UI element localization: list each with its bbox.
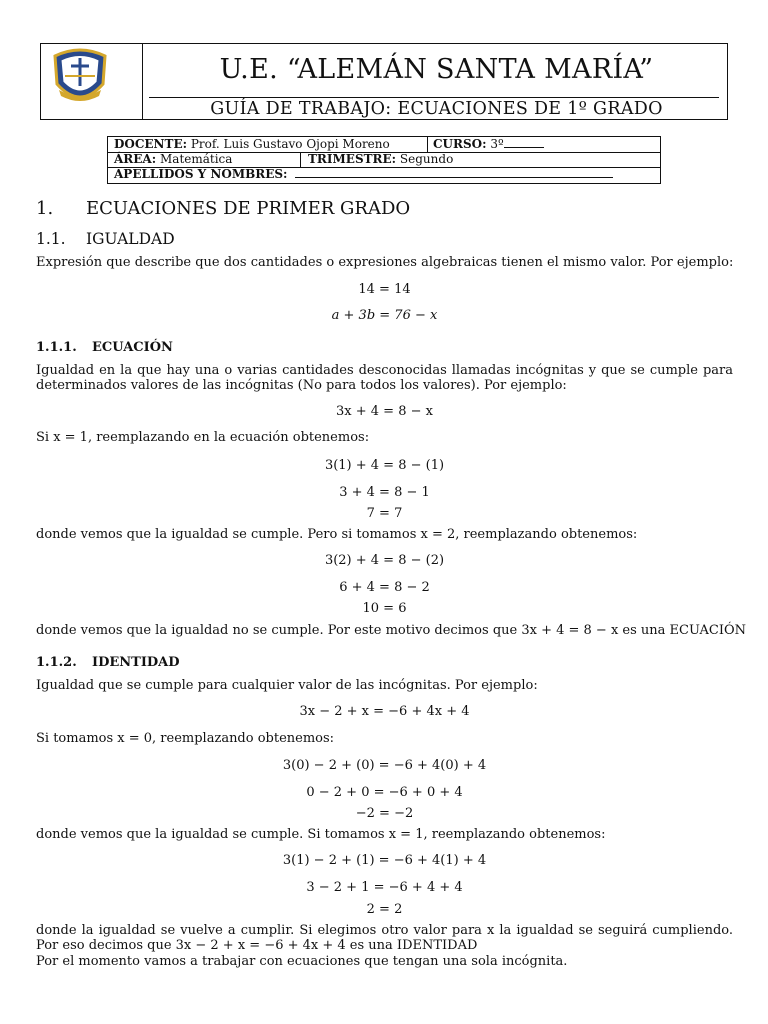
docente-label: DOCENTE: <box>114 137 188 151</box>
school-name: U.E. “ALEMÁN SANTA MARÍA” <box>219 54 654 85</box>
equation: 6 + 4 = 8 − 2 <box>339 580 430 595</box>
equation: 3x + 4 = 8 − x <box>336 404 433 419</box>
subsubsection-heading <box>36 655 180 670</box>
logo-cell <box>41 44 143 119</box>
equation: 3(1) − 2 + (1) = −6 + 4(1) + 4 <box>282 853 487 868</box>
subsection-title: IGUALDAD <box>86 230 175 248</box>
info-divider <box>300 152 301 167</box>
equation: 7 = 7 <box>366 506 403 521</box>
subsection-number: 1.1. <box>36 230 66 248</box>
identidad-definition: Igualdad que se cumple para cualquier valor de las incógnitas. Por ejemplo: <box>36 678 538 693</box>
paragraph: Si x = 1, reemplazando en la ecuación obtenemos: <box>36 430 370 445</box>
info-row-docente <box>108 137 660 153</box>
area-label: ÁREA: <box>114 152 157 166</box>
paragraph: donde vemos que la igualdad se cumple. Si tomamos x = 1, reemplazando obtenemos: <box>36 827 606 842</box>
equation: a + 3b = 76 − x <box>331 308 438 323</box>
guide-title: GUÍA DE TRABAJO: ECUACIONES DE 1º GRADO <box>210 99 663 119</box>
subsubsection-title: ECUACIÓN <box>92 340 173 355</box>
equation: −2 = −2 <box>355 806 414 821</box>
area-value: Matemática <box>160 152 233 166</box>
subsubsection-title: IDENTIDAD <box>92 655 180 670</box>
section-title: ECUACIONES DE PRIMER GRADO <box>86 198 411 219</box>
trimestre-value: Segundo <box>399 152 454 166</box>
docente-cell <box>114 137 390 152</box>
info-divider <box>427 137 428 152</box>
school-crest-icon <box>47 46 113 106</box>
document-header <box>40 43 728 120</box>
paragraph: donde la igualdad se vuelve a cumplir. Si elegimos otro valor para x la igualdad se seguirá cumpliendo. Por eso decimos que 3x − 2 + x = −6 + 4x + 4 es una IDENTIDAD <box>36 923 733 953</box>
paragraph: donde vemos que la igualdad se cumple. Pero si tomamos x = 2, reemplazando obtenemos: <box>36 527 638 542</box>
subsubsection-number: 1.1.1. <box>36 340 77 355</box>
equation: 3x − 2 + x = −6 + 4x + 4 <box>299 704 470 719</box>
equation: 3(2) + 4 = 8 − (2) <box>324 553 445 568</box>
curso-cell <box>433 137 544 152</box>
equation: 3 + 4 = 8 − 1 <box>339 485 430 500</box>
section-number: 1. <box>36 198 54 219</box>
paragraph: Por el momento vamos a trabajar con ecuaciones que tengan una sola incógnita. <box>36 954 568 969</box>
curso-label: CURSO: <box>433 137 487 151</box>
subsubsection-number: 1.1.2. <box>36 655 77 670</box>
info-row-area <box>108 152 660 168</box>
apellidos-label: APELLIDOS Y NOMBRES: <box>114 167 288 181</box>
section-heading <box>36 198 410 219</box>
igualdad-definition: Expresión que describe que dos cantidades o expresiones algebraicas tienen el mismo valor. Por ejemplo: <box>36 255 734 270</box>
subsection-heading <box>36 230 175 248</box>
equation: 10 = 6 <box>362 601 407 616</box>
equation: 3(0) − 2 + (0) = −6 + 4(0) + 4 <box>282 758 487 773</box>
paragraph: donde vemos que la igualdad no se cumple. Por este motivo decimos que 3x + 4 = 8 − x es una ECUACIÓN <box>36 623 747 638</box>
subsubsection-heading <box>36 340 173 355</box>
info-row-apellidos <box>108 167 660 182</box>
trimestre-cell <box>308 152 453 167</box>
equation: 0 − 2 + 0 = −6 + 0 + 4 <box>306 785 463 800</box>
trimestre-label: TRIMESTRE: <box>308 152 397 166</box>
docente-value: Prof. Luis Gustavo Ojopi Moreno <box>190 137 390 151</box>
equation: 14 = 14 <box>358 282 411 297</box>
area-cell <box>114 152 232 167</box>
equation: 2 = 2 <box>366 902 403 917</box>
ecuacion-definition: Igualdad en la que hay una o varias cantidades desconocidas llamadas incógnitas y que se cumple para determinados valores de las incógnitas (No para todos los valores). Por ejemplo: <box>36 363 733 393</box>
curso-value: 3º <box>490 137 504 151</box>
info-table <box>107 136 661 184</box>
equation: 3 − 2 + 1 = −6 + 4 + 4 <box>306 880 463 895</box>
apellidos-cell <box>114 167 613 182</box>
paragraph: Si tomamos x = 0, reemplazando obtenemos: <box>36 731 335 746</box>
apellidos-blank-line[interactable] <box>295 167 613 178</box>
curso-blank-line[interactable] <box>504 137 544 148</box>
equation: 3(1) + 4 = 8 − (1) <box>324 458 445 473</box>
header-divider <box>149 97 719 98</box>
